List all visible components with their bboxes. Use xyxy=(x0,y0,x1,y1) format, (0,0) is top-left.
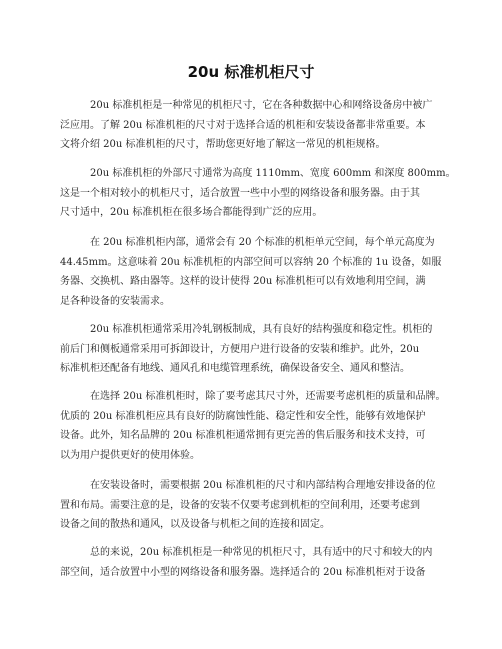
text-line: 在选择 20u 标准机柜时，除了要考虑其尺寸外，还需要考虑机柜的质量和品牌。 xyxy=(90,391,446,402)
text-line: 总的来说，20u 标准机柜是一种常见的机柜尺寸，具有适中的尺寸和较大的内 xyxy=(90,547,433,558)
text-line: 20u 标准机柜的外部尺寸通常为高度 1110mm、宽度 600mm 和深度 800mm。 xyxy=(90,168,456,179)
paragraph-installation xyxy=(60,476,436,535)
text-line: 足各种设备的安装需求。 xyxy=(60,295,170,307)
text-line: 设备之间的散热和通风，以及设备与机柜之间的连接和固定。 xyxy=(60,519,330,530)
paragraph-materials xyxy=(60,320,432,379)
document-title: 20u 标准机柜尺寸 xyxy=(187,63,315,81)
text-line: 这是一个相对较小的机柜尺寸，适合放置一些中小型的网络设备和服务器。由于其 xyxy=(60,187,420,199)
text-line: 优质的 20u 标准机柜应具有良好的防腐蚀性能、稳定性和安全性，能够有效地保护 xyxy=(60,410,426,422)
paragraph-selection xyxy=(60,387,446,465)
paragraph-external-dimensions xyxy=(60,164,456,223)
text-line: 在 20u 标准机柜内部，通常会有 20 个标准的机柜单元空间，每个单元高度为 xyxy=(90,237,435,248)
text-line: 置和布局。需要注意的是，设备的安装不仅要考虑到机柜的空间利用，还要考虑到 xyxy=(60,499,420,511)
text-line: 文将介绍 20u 标准机柜的尺寸，帮助您更好地了解这一常见的机柜规格。 xyxy=(60,139,386,150)
paragraph-internal-space xyxy=(60,233,441,311)
text-line: 44.45mm。这意味着 20u 标准机柜的内部空间可以容纳 20 个标准的 1u 设备，如服 xyxy=(60,256,442,268)
text-line: 部空间，适合放置中小型的网络设备和服务器。选择适合的 20u 标准机柜对于设备 xyxy=(60,566,426,578)
text-line: 设备。此外，知名品牌的 20u 标准机柜通常拥有更完善的售后服务和技术支持，可 xyxy=(60,430,426,441)
text-line: 20u 标准机柜是一种常见的机柜尺寸，它在各种数据中心和网络设备房中被广 xyxy=(90,100,433,111)
text-line: 尺寸适中，20u 标准机柜在很多场合都能得到广泛的应用。 xyxy=(60,207,323,218)
text-line: 务器、交换机、路由器等。这样的设计使得 20u 标准机柜可以有效地利用空间，满 xyxy=(60,276,426,287)
text-line: 标准机柜还配备有地线、通风孔和电缆管理系统，确保设备安全、通风和整洁。 xyxy=(60,363,410,374)
text-line: 20u 标准机柜通常采用冷轧钢板制成，具有良好的结构强度和稳定性。机柜的 xyxy=(90,324,433,335)
text-line: 泛应用。了解 20u 标准机柜的尺寸对于选择合适的机柜和安装设备都非常重要。本 xyxy=(60,119,426,131)
text-line: 以为用户提供更好的使用体验。 xyxy=(60,449,200,461)
paragraph-intro xyxy=(60,96,432,155)
paragraph-summary xyxy=(60,543,432,582)
text-line: 在安装设备时，需要根据 20u 标准机柜的尺寸和内部结构合理地安排设备的位 xyxy=(90,480,436,491)
text-line: 前后门和侧板通常采用可拆卸设计，方便用户进行设备的安装和维护。此外，20u xyxy=(60,343,420,355)
